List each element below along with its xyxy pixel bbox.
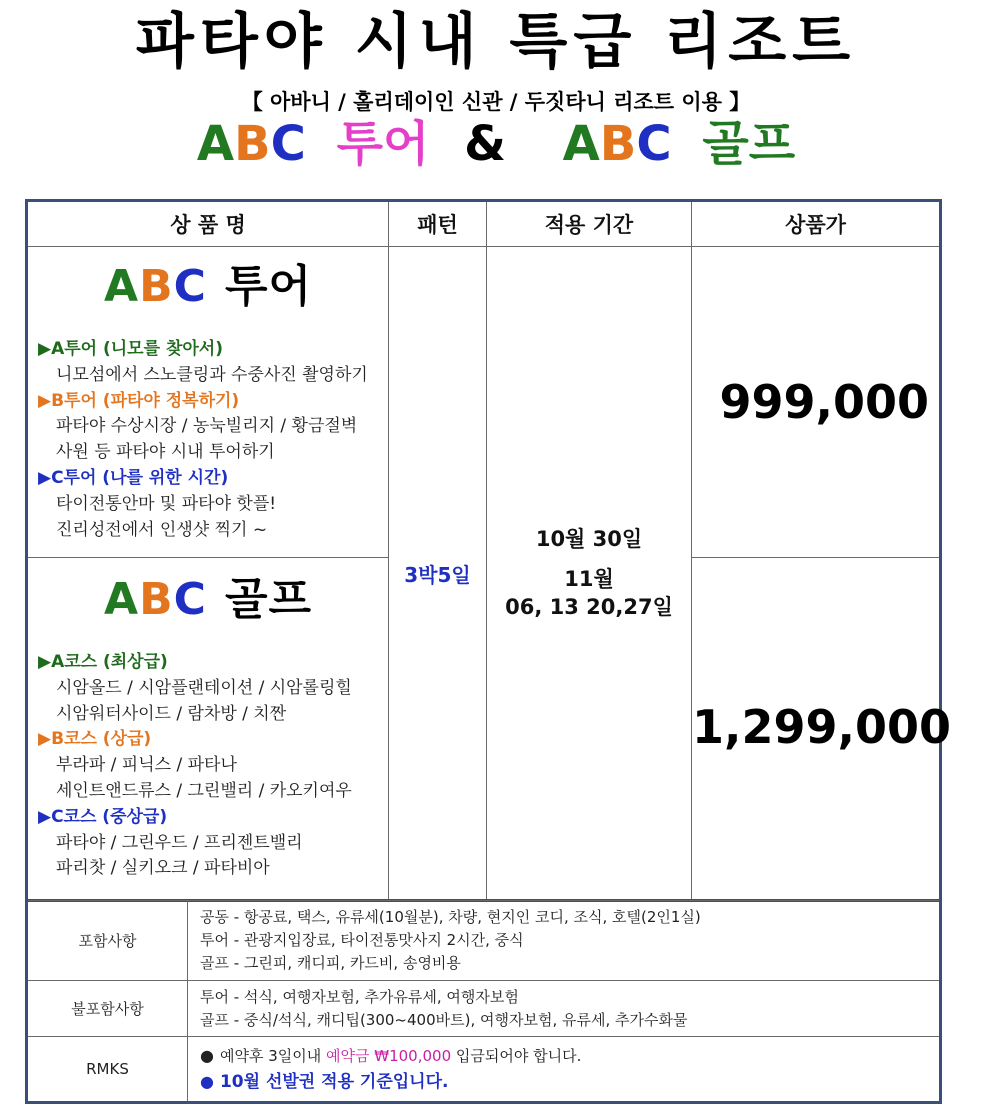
pattern-cell: 3박5일 [389,247,487,901]
rmks-text: 입금되어야 합니다. [455,1047,582,1065]
table-row [27,901,941,981]
list-item: 투어 - 관광지입장료, 타이전통맛사지 2시간, 중식 [200,931,524,949]
col-header-price: 상품가 [692,201,941,247]
list-item: 골프 - 그린피, 캐디피, 카드비, 송영비용 [200,954,461,972]
period-cell [487,247,692,901]
included-values [188,901,941,981]
tour-product-cell [27,247,389,558]
banner-ampersand: & [464,116,506,172]
rmks-values [188,1037,941,1103]
golf-price: 1,299,000 [692,558,941,901]
tour-letter-c: C [173,261,207,312]
list-item: 파리찻 / 실키오크 / 파타비아 [56,858,270,879]
golf-title-word: 골프 [224,574,312,625]
page-title: 파타야 시내 특급 리조트 [135,7,857,77]
rmks-text: 예약후 3일이내 [219,1047,322,1065]
bullet-icon: ● [200,1072,214,1091]
list-item: ▶B투어 (파타야 정복하기) [38,390,240,411]
golf-product-cell [27,558,389,901]
excluded-values [188,981,941,1037]
info-table [25,900,942,1104]
banner-golf-letter-c: C [636,116,672,172]
list-item: ▶C투어 (나를 위한 시간) [38,467,229,488]
banner-golf-letter-a: A [562,116,600,172]
included-label: 포함사항 [27,901,188,981]
tour-list [28,337,388,543]
banner-tour-word: 투어 [336,116,430,172]
period-line-3: 06, 13 20,27일 [505,595,673,619]
table-row [27,1037,941,1103]
tour-title-word: 투어 [224,261,312,312]
list-item: 파타야 수상시장 / 농눅빌리지 / 황금절벽 [56,416,358,437]
golf-letter-b: B [139,574,174,625]
bullet-icon: ● [200,1046,214,1065]
period-line-2: 11월 [564,567,614,591]
tour-letter-a: A [104,261,140,312]
list-item: ▶B코스 (상급) [38,729,152,750]
list-item: 파타야 / 그린우드 / 프리젠트밸리 [56,832,303,853]
list-item: 진리성전에서 인생샷 찍기 ~ [56,519,268,540]
list-item: 타이전통안마 및 파타야 핫플! [56,493,277,514]
list-item: 투어 - 석식, 여행자보험, 추가유류세, 여행자보험 [200,987,519,1006]
banner-golf-letter-b: B [599,116,637,172]
list-item: 시암올드 / 시암플랜테이션 / 시암롤링힐 [56,677,352,698]
list-item: 사원 등 파타야 시내 투어하기 [56,442,275,463]
list-item: 공동 - 항공료, 택스, 유류세(10월분), 차량, 현지인 코디, 조식, 호텔(2인1실) [200,908,701,926]
golf-letter-a: A [104,574,140,625]
rmks-label: RMKS [27,1037,188,1103]
list-item: 시암워터사이드 / 람차방 / 치짠 [56,703,287,724]
golf-list [28,650,388,882]
banner-letter-a: A [196,116,235,172]
rmks-line-2 [200,1070,938,1094]
col-header-pattern: 패턴 [389,201,487,247]
tour-letter-b: B [139,261,174,312]
list-item: ▶C코스 (중상급) [38,806,168,827]
table-header-row [27,201,941,247]
rmks-note: 10월 선발권 적용 기준입니다. [219,1072,449,1092]
list-item: 니모섬에서 스노클링과 수중사진 촬영하기 [56,364,368,385]
resort-subtitle: 【 아바니 / 홀리데이인 신관 / 두짓타니 리조트 이용 】 [241,90,751,114]
banner-golf-word: 골프 [702,116,796,172]
list-item: 세인트앤드류스 / 그린밸리 / 카오키여우 [56,780,352,801]
list-item: 부라파 / 피닉스 / 파타나 [56,755,237,776]
golf-product-title [28,570,388,630]
col-header-product: 상 품 명 [27,201,389,247]
tour-product-title [28,257,388,317]
banner-letter-c: C [270,116,306,172]
golf-letter-c: C [173,574,207,625]
product-table [25,199,951,902]
table-row-tour [27,247,941,558]
tour-price: 999,000 [692,247,941,558]
list-item: ▶A투어 (니모를 찾아서) [38,339,223,359]
list-item: 골프 - 중식/석식, 캐디팁(300~400바트), 여행자보험, 유류세, 추가수화물 [200,1010,688,1029]
excluded-label: 불포함사항 [27,981,188,1037]
col-header-period: 적용 기간 [487,201,692,247]
period-line-1: 10월 30일 [535,527,643,551]
table-row [27,981,941,1037]
tour-golf-banner [0,112,992,176]
banner-letter-b: B [234,116,271,172]
deposit-highlight: 예약금 ₩100,000 [326,1047,452,1065]
list-item: ▶A코스 (최상급) [38,652,168,672]
rmks-line-1 [200,1044,938,1068]
